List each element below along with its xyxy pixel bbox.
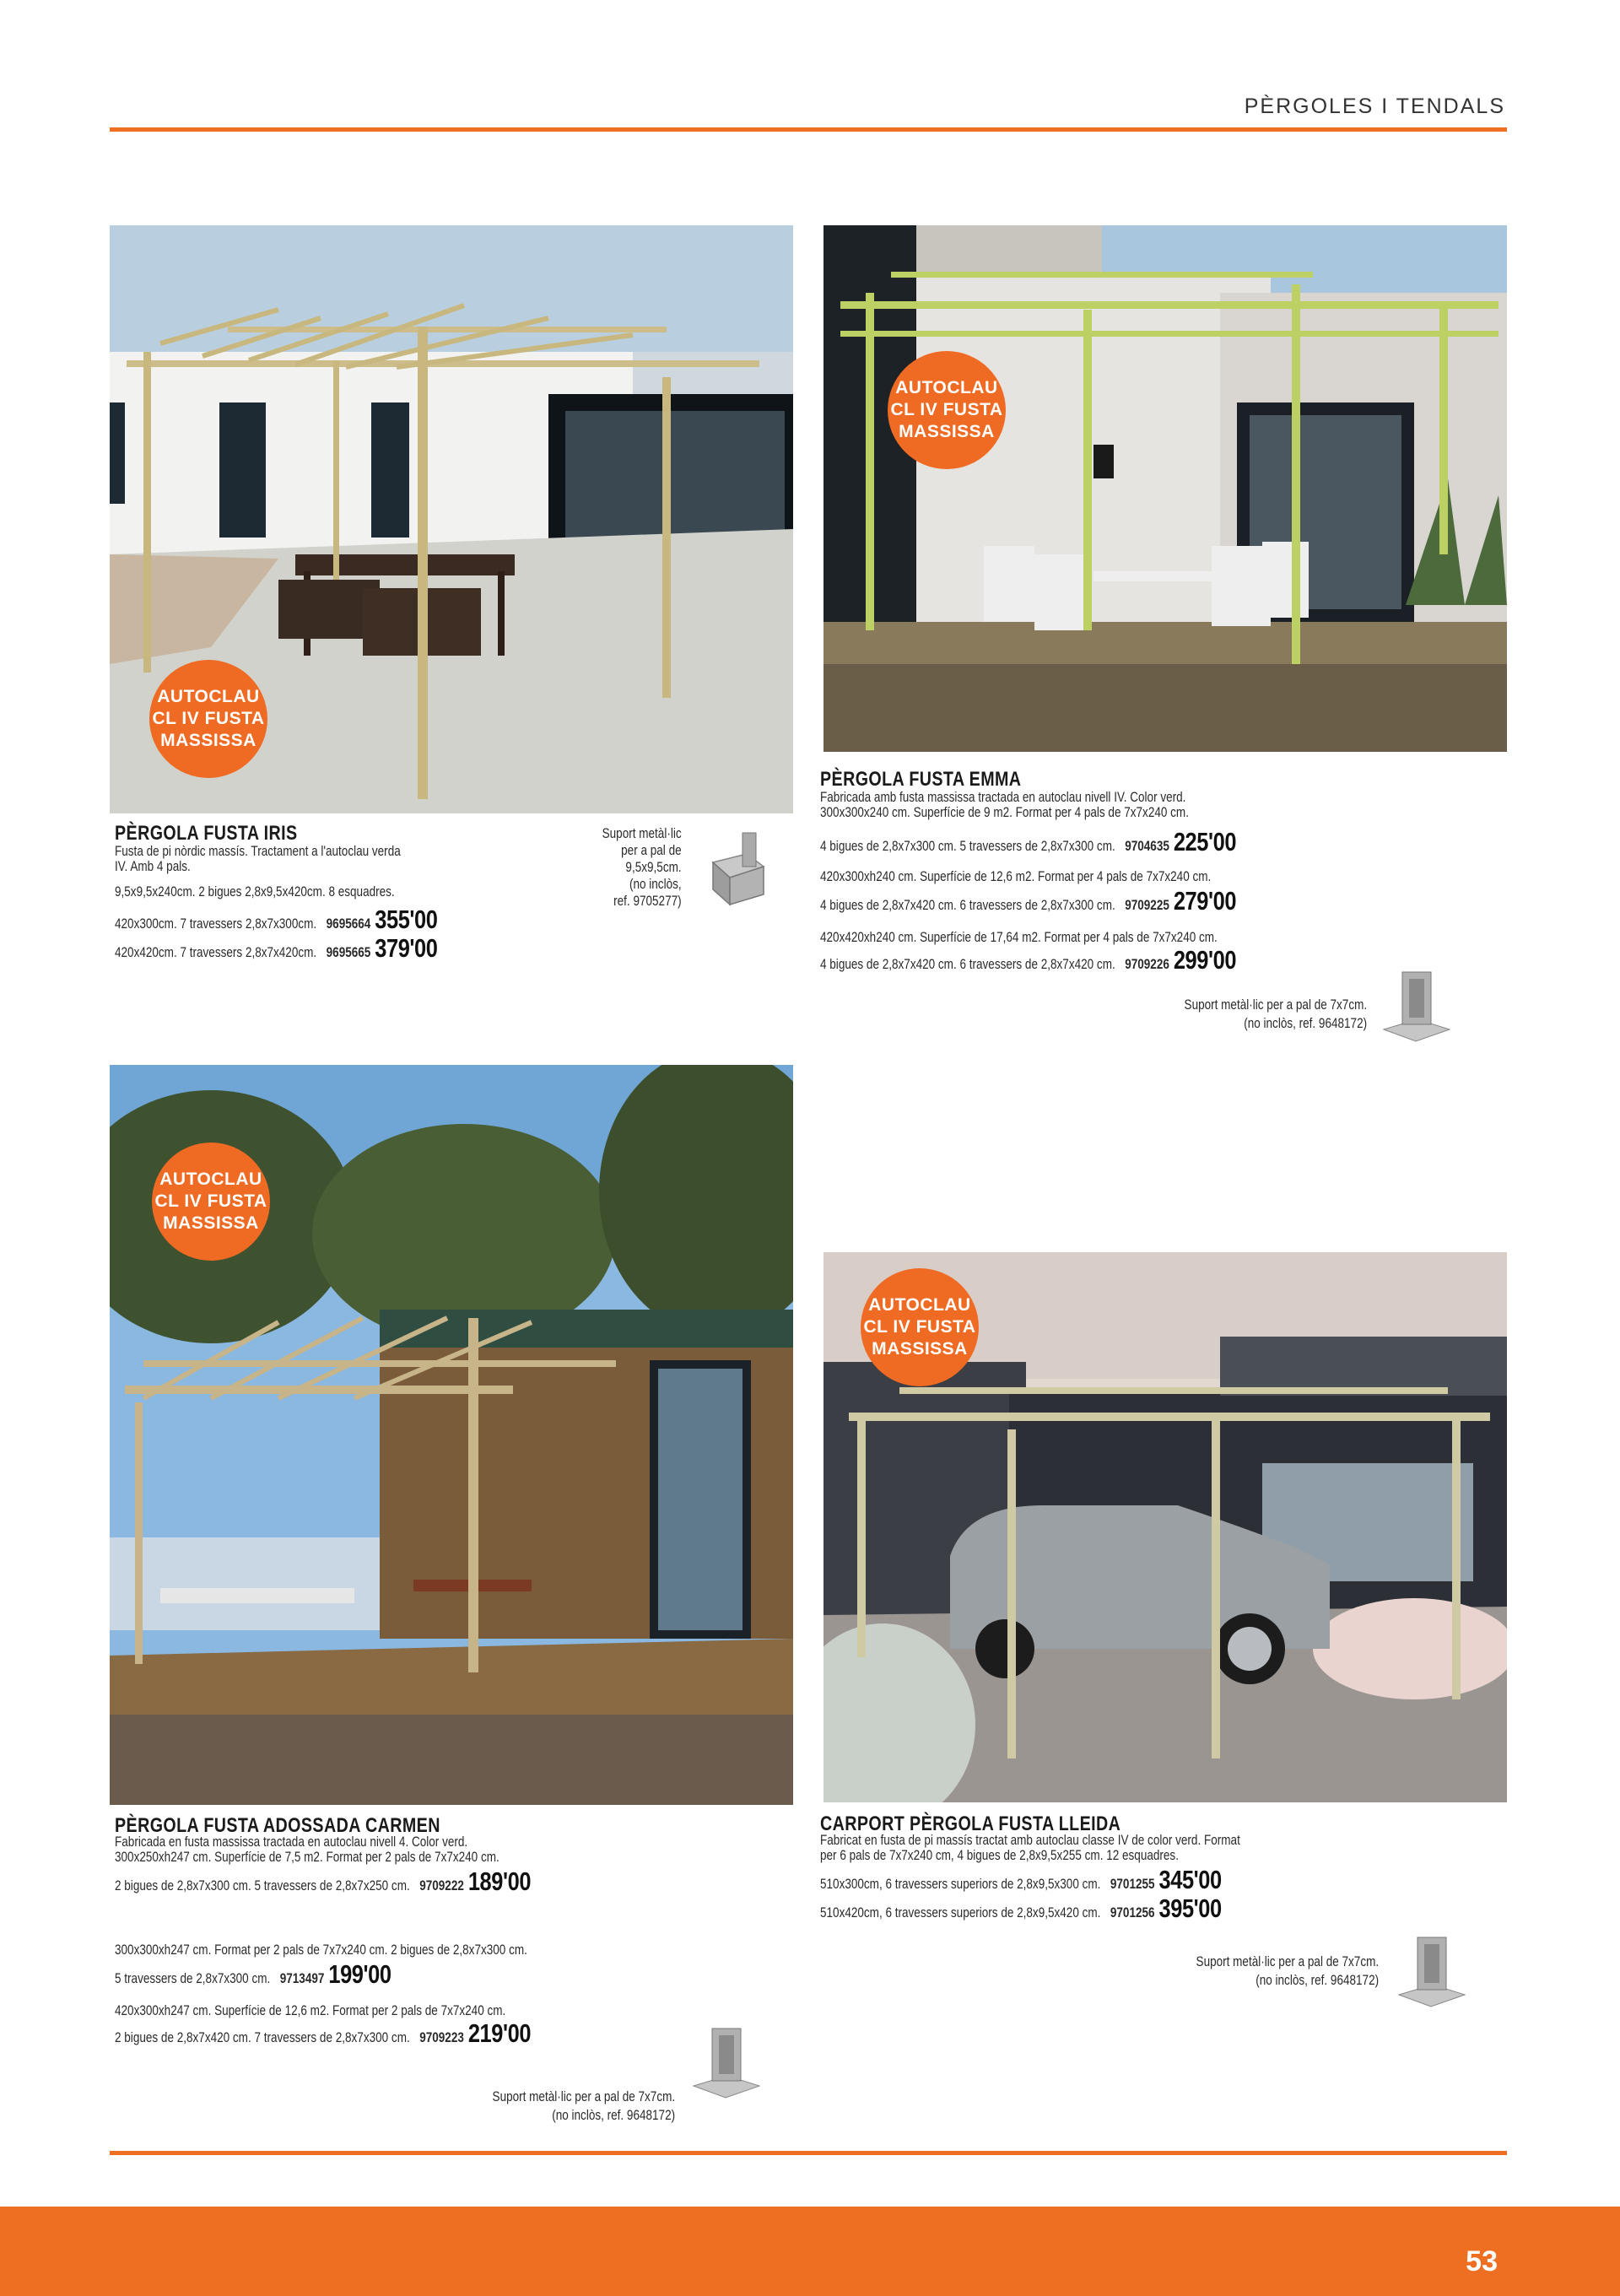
section-title: PÈRGOLES I TENDALS: [1244, 95, 1505, 118]
variant-price: 379'00: [375, 933, 438, 963]
variant-price: 219'00: [467, 2018, 532, 2048]
variant-ref: 9709223: [419, 2030, 464, 2045]
emma-desc: Fabricada amb fusta massissa tractada en autoclau nivell IV. Color verd.: [820, 790, 1186, 805]
footer-band: [0, 2207, 1620, 2296]
emma-variant-1-spec: 300x300x240 cm. Superfície de 9 m2. Format per 4 pals de 7x7x240 cm.: [820, 805, 1189, 820]
variant-ref: 9701255: [1110, 1877, 1155, 1892]
iris-desc-1: Fusta de pi nòrdic massís. Tractament a l'autoclau verda: [115, 844, 401, 859]
emma-variant-row: [820, 945, 1236, 975]
carmen-metal-post-support-image: [685, 2020, 765, 2109]
carmen-variant-row: [115, 1959, 392, 1990]
variant-desc: 4 bigues de 2,8x7x300 cm. 5 travessers de 2,8x7x300 cm.: [820, 839, 1115, 854]
iris-desc-3: 9,5x9,5x240cm. 2 bigues 2,8x9,5x420cm. 8 esquadres.: [115, 884, 395, 899]
autoclau-badge: AUTOCLAU CL IV FUSTA MASSISSA: [861, 1268, 979, 1386]
emma-photo: [824, 225, 1507, 752]
lleida-variant-row: [820, 1894, 1222, 1924]
variant-desc: 5 travessers de 2,8x7x300 cm.: [115, 1971, 271, 1986]
variant-ref: 9701256: [1110, 1905, 1155, 1921]
variant-desc: 4 bigues de 2,8x7x420 cm. 6 travessers de 2,8x7x300 cm.: [820, 898, 1115, 913]
iris-metal-bracket-image: [696, 829, 772, 913]
iris-variant-row: [115, 905, 438, 935]
carmen-desc-1: Fabricada en fusta massissa tractada en autoclau nivell 4. Color verd.: [115, 1834, 468, 1850]
carmen-variant-2-spec: 300x300xh247 cm. Format per 2 pals de 7x7x240 cm. 2 bigues de 2,8x7x300 cm.: [115, 1942, 527, 1958]
variant-ref: 9709225: [1125, 898, 1169, 913]
autoclau-badge: AUTOCLAU CL IV FUSTA MASSISSA: [149, 660, 267, 778]
carmen-variant-3-spec: 420x300xh247 cm. Superfície de 12,6 m2. Format per 2 pals de 7x7x240 cm.: [115, 2003, 506, 2018]
variant-price: 395'00: [1158, 1894, 1222, 1923]
lleida-support-text: Suport metàl·lic per a pal de 7x7cm. (no inclòs, ref. 9648172): [1196, 1954, 1379, 1988]
variant-ref: 9695665: [326, 945, 371, 960]
emma-variant-row: [820, 886, 1236, 916]
variant-desc: 420x300cm. 7 travessers 2,8x7x300cm.: [115, 916, 317, 932]
emma-metal-post-support-image: [1375, 964, 1455, 1052]
iris-variant-row: [115, 933, 438, 964]
iris-title: PÈRGOLA FUSTA IRIS: [115, 822, 298, 845]
emma-title: PÈRGOLA FUSTA EMMA: [820, 768, 1022, 791]
variant-price: 199'00: [328, 1959, 392, 1989]
emma-variant-3-spec: 420x420xh240 cm. Superfície de 17,64 m2. Format per 4 pals de 7x7x240 cm.: [820, 930, 1218, 945]
footer-rule: [110, 2151, 1507, 2155]
variant-price: 345'00: [1158, 1865, 1222, 1894]
variant-price: 355'00: [375, 905, 438, 934]
variant-desc: 510x300cm, 6 travessers superiors de 2,8x9,5x300 cm.: [820, 1877, 1101, 1892]
lleida-variant-row: [820, 1865, 1222, 1895]
iris-desc-2: IV. Amb 4 pals.: [115, 859, 191, 874]
emma-support-text: Suport metàl·lic per a pal de 7x7cm. (no inclòs, ref. 9648172): [1184, 997, 1367, 1031]
emma-variant-2-spec: 420x300xh240 cm. Superfície de 12,6 m2. Format per 4 pals de 7x7x240 cm.: [820, 869, 1212, 884]
header-rule: [110, 127, 1507, 132]
variant-price: 189'00: [467, 1867, 532, 1896]
lleida-desc-2: per 6 pals de 7x7x240 cm, 4 bigues de 2,8x9,5x255 cm. 12 esquadres.: [820, 1848, 1179, 1863]
lleida-metal-post-support-image: [1390, 1929, 1471, 2018]
carmen-support-text: Suport metàl·lic per a pal de 7x7cm. (no inclòs, ref. 9648172): [492, 2089, 675, 2123]
variant-ref: 9709222: [419, 1878, 464, 1894]
emma-variant-row: [820, 827, 1236, 857]
variant-desc: 2 bigues de 2,8x7x420 cm. 7 travessers de 2,8x7x300 cm.: [115, 2030, 410, 2045]
variant-ref: 9709226: [1125, 957, 1169, 972]
autoclau-badge: AUTOCLAU CL IV FUSTA MASSISSA: [888, 351, 1006, 469]
carmen-variant-row: [115, 1867, 531, 1897]
page-number: 53: [1466, 2245, 1498, 2277]
variant-price: 279'00: [1173, 886, 1237, 916]
carmen-title: PÈRGOLA FUSTA ADOSSADA CARMEN: [115, 1814, 440, 1837]
variant-desc: 420x420cm. 7 travessers 2,8x7x420cm.: [115, 945, 317, 960]
lleida-desc-1: Fabricat en fusta de pi massís tractat amb autoclau classe IV de color verd. Format: [820, 1833, 1240, 1848]
variant-desc: 4 bigues de 2,8x7x420 cm. 6 travessers de 2,8x7x420 cm.: [820, 957, 1115, 972]
variant-ref: 9695664: [326, 916, 371, 932]
carmen-variant-row: [115, 2018, 531, 2049]
iris-support-text: Suport metàl·lic per a pal de 9,5x9,5cm. (no inclòs, ref. 9705277): [602, 826, 682, 909]
variant-price: 225'00: [1173, 827, 1237, 856]
autoclau-badge: AUTOCLAU CL IV FUSTA MASSISSA: [152, 1143, 270, 1261]
variant-desc: 510x420cm, 6 travessers superiors de 2,8x9,5x420 cm.: [820, 1905, 1101, 1921]
lleida-title: CARPORT PÈRGOLA FUSTA LLEIDA: [820, 1812, 1121, 1835]
variant-price: 299'00: [1173, 945, 1237, 975]
variant-ref: 9704635: [1125, 839, 1169, 854]
carmen-desc-2: 300x250xh247 cm. Superfície de 7,5 m2. Format per 2 pals de 7x7x240 cm.: [115, 1850, 500, 1865]
variant-ref: 9713497: [279, 1971, 325, 1986]
variant-desc: 2 bigues de 2,8x7x300 cm. 5 travessers de 2,8x7x250 cm.: [115, 1878, 410, 1894]
